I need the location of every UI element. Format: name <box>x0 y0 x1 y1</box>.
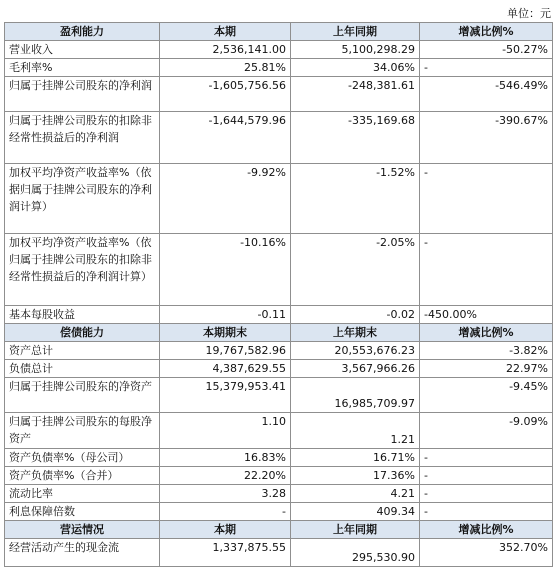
previous-value: 16,985,709.97 <box>291 378 420 413</box>
table-row <box>5 234 553 306</box>
header-cell: 增减比例% <box>420 23 553 41</box>
previous-value: -1.52% <box>291 164 420 234</box>
previous-value: 5,100,298.29 <box>291 41 420 59</box>
header-cell: 增减比例% <box>420 324 553 342</box>
change-value: -9.45% <box>420 378 553 413</box>
current-value: 4,387,629.55 <box>160 360 291 378</box>
current-value: -1,644,579.96 <box>160 112 291 164</box>
table-row <box>5 360 553 378</box>
current-value: 25.81% <box>160 59 291 77</box>
row-label: 资产总计 <box>5 342 160 360</box>
table-row <box>5 112 553 164</box>
change-value: - <box>420 164 553 234</box>
row-label: 毛利率% <box>5 59 160 77</box>
table-row <box>5 467 553 485</box>
row-label: 资产负债率%（合并） <box>5 467 160 485</box>
current-value: -10.16% <box>160 234 291 306</box>
table-row <box>5 77 553 112</box>
table-row <box>5 449 553 467</box>
change-value: 352.70% <box>420 539 553 567</box>
table-row <box>5 306 553 324</box>
table-row <box>5 485 553 503</box>
financial-indicators-table <box>4 22 553 567</box>
row-label: 资产负债率%（母公司） <box>5 449 160 467</box>
current-value: 22.20% <box>160 467 291 485</box>
header-cell: 本期 <box>160 23 291 41</box>
change-value: - <box>420 449 553 467</box>
header-cell: 偿债能力 <box>5 324 160 342</box>
section-header-solvency <box>5 324 553 342</box>
previous-value: 3,567,966.26 <box>291 360 420 378</box>
header-cell: 上年同期 <box>291 23 420 41</box>
header-cell: 本期 <box>160 521 291 539</box>
previous-value: -2.05% <box>291 234 420 306</box>
row-label: 加权平均净资产收益率%（依归属于挂牌公司股东的扣除非经常性损益后的净利润计算） <box>5 234 160 306</box>
change-value: 22.97% <box>420 360 553 378</box>
previous-value: 17.36% <box>291 467 420 485</box>
current-value: 19,767,582.96 <box>160 342 291 360</box>
section-header-profitability <box>5 23 553 41</box>
current-value: 1,337,875.55 <box>160 539 291 567</box>
previous-value: -335,169.68 <box>291 112 420 164</box>
header-cell: 营运情况 <box>5 521 160 539</box>
current-value: -9.92% <box>160 164 291 234</box>
current-value: -0.11 <box>160 306 291 324</box>
current-value: 1.10 <box>160 413 291 449</box>
header-cell: 增减比例% <box>420 521 553 539</box>
section-header-operations <box>5 521 553 539</box>
table-row <box>5 539 553 567</box>
change-value: -450.00% <box>420 306 553 324</box>
current-value: 15,379,953.41 <box>160 378 291 413</box>
previous-value: 4.21 <box>291 485 420 503</box>
unit-label: 单位：元 <box>507 7 551 20</box>
previous-value: 16.71% <box>291 449 420 467</box>
previous-value: 34.06% <box>291 59 420 77</box>
change-value: - <box>420 59 553 77</box>
change-value: - <box>420 234 553 306</box>
current-value: 16.83% <box>160 449 291 467</box>
row-label: 营业收入 <box>5 41 160 59</box>
table-row <box>5 342 553 360</box>
previous-value: -248,381.61 <box>291 77 420 112</box>
change-value: -390.67% <box>420 112 553 164</box>
row-label: 基本每股收益 <box>5 306 160 324</box>
row-label: 归属于挂牌公司股东的净资产 <box>5 378 160 413</box>
row-label: 归属于挂牌公司股东的每股净资产 <box>5 413 160 449</box>
header-cell: 上年同期 <box>291 521 420 539</box>
change-value: -3.82% <box>420 342 553 360</box>
current-value: - <box>160 503 291 521</box>
table-row <box>5 413 553 449</box>
current-value: -1,605,756.56 <box>160 77 291 112</box>
row-label: 利息保障倍数 <box>5 503 160 521</box>
row-label: 归属于挂牌公司股东的扣除非经常性损益后的净利润 <box>5 112 160 164</box>
table-row <box>5 164 553 234</box>
change-value: - <box>420 503 553 521</box>
change-value: -9.09% <box>420 413 553 449</box>
table-row <box>5 503 553 521</box>
header-cell: 上年期末 <box>291 324 420 342</box>
change-value: - <box>420 467 553 485</box>
previous-value: 409.34 <box>291 503 420 521</box>
row-label: 流动比率 <box>5 485 160 503</box>
row-label: 经营活动产生的现金流 <box>5 539 160 567</box>
change-value: -50.27% <box>420 41 553 59</box>
current-value: 2,536,141.00 <box>160 41 291 59</box>
header-cell: 本期期末 <box>160 324 291 342</box>
header-cell: 盈利能力 <box>5 23 160 41</box>
row-label: 归属于挂牌公司股东的净利润 <box>5 77 160 112</box>
previous-value: -0.02 <box>291 306 420 324</box>
row-label: 负债总计 <box>5 360 160 378</box>
previous-value: 20,553,676.23 <box>291 342 420 360</box>
change-value: - <box>420 485 553 503</box>
previous-value: 1.21 <box>291 413 420 449</box>
previous-value: 295,530.90 <box>291 539 420 567</box>
table-row <box>5 378 553 413</box>
row-label: 加权平均净资产收益率%（依据归属于挂牌公司股东的净利润计算） <box>5 164 160 234</box>
current-value: 3.28 <box>160 485 291 503</box>
table-row <box>5 59 553 77</box>
change-value: -546.49% <box>420 77 553 112</box>
table-row <box>5 41 553 59</box>
